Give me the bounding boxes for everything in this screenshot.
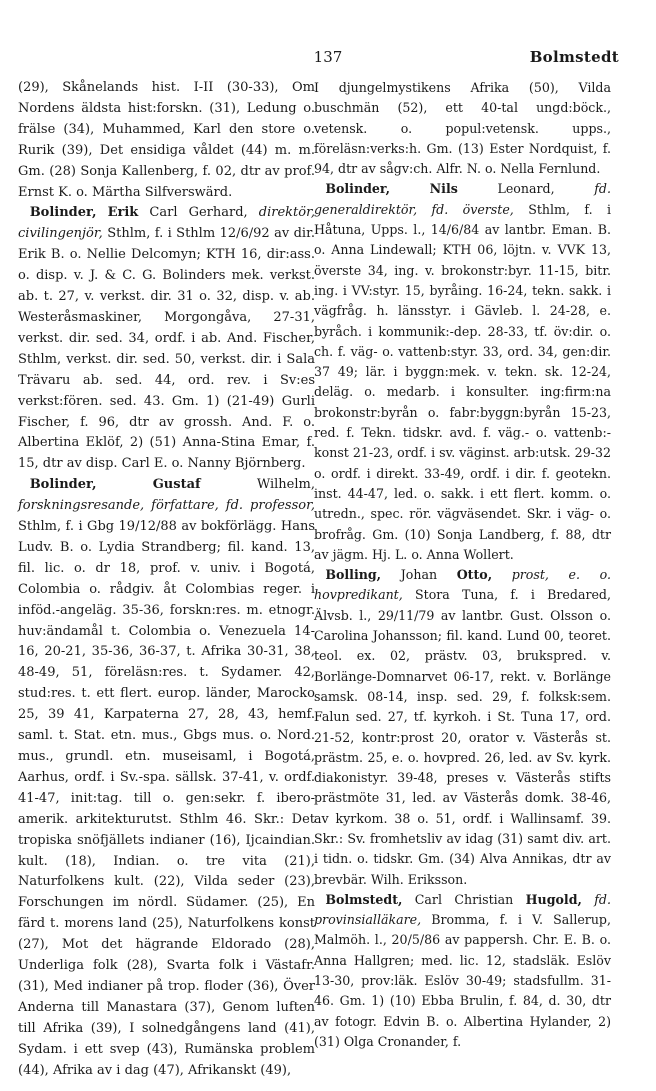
page-header: [0, 48, 656, 70]
entry-occupation: fd. provinsialläkare,: [314, 891, 611, 928]
entry-surname: Bolling,: [325, 567, 382, 583]
entry-body: Sthlm, f. i Gbg 19/12/88 av bokförlägg. Hans Ludv. B. o. Lydia Strandberg; fil. kand. 13, fil. lic. o. dr 18, prof. v. univ. i Bogotá, Colombia o. rådgiv. åt Colombias reger. i inföd.-angeläg. 35-36, forskn:res. m. etnogr. huv:ändamål t. Colombia o. Venezuela 14-16, 20-21, 35-36, 36-37, t. Afrika 30-31, 38, 48-49, 51, föreläsn:res. t. Sydamer. 42, stud:res. t. ett flert. europ. länder, Marocko 25, 39 41, Karpaterna 27, 28, 43, hemf. saml. t. Stat. etn. mus., Gbgs mus. o. Nord. mus., grundl. etn. museisaml, i Bogotá, Aarhus, ordf. i Sv.-spa. sällsk. 37-41, v. ordf. 41-47, init:tag. till o. gen:sekr. f. ibero-amerik. arkitekturutst. Sthlm 46. Skr.: Det tropiska snöfjällets indianer (16), Ijcaindian. kult. (18), Indian. o. tre vita (21), Naturfolkens kult. (22), Vilda seder (23), Forschungen im nördl. Südamer. (25), En färd t. morens land (25), Naturfolkens konst (27), Mot det hägrande Eldorado (28), Underliga folk (28), Svarta folk i Västafr. (31), Med indianer på trop. floder (36), Över Anderna till Manastara (37), Genom luften till Afrika (39), I solnedgångens land (41), Sydam. i ett svep (43), Rumänska problem (44), Afrika av i dag (47), Afrikanskt (49),: [18, 519, 315, 1078]
entry-occupation: fd. generaldirektör, fd. överste,: [314, 181, 611, 217]
entry-surname: Bolmstedt,: [325, 891, 403, 907]
entry-given-names: Leonard,: [497, 181, 555, 197]
entry-given-names: Carl Gerhard,: [149, 205, 248, 221]
continuation-text: [314, 78, 611, 179]
biography-entry: [314, 179, 611, 565]
entry-given-name: Nils: [429, 181, 458, 197]
biography-entry: [18, 203, 315, 475]
entry-given-names: Wilhelm,: [256, 477, 315, 493]
entry-occupation: direktör, civilingenjör,: [18, 205, 316, 242]
entry-given-names: Johan: [400, 567, 438, 583]
entry-given-name: Erik: [107, 205, 139, 221]
entry-body: I djungelmystikens Afrika (50), Vilda buschmän (52), ett 40-tal ungd:böck., vetensk. o. popul:vetensk. upps., föreläsn:verks:h. Gm. (13) Ester Nordquist, f. 94, dtr av sågv:ch. Alfr. N. o. Nella Fernlund.: [314, 80, 611, 177]
continuation-text: [18, 78, 315, 203]
entry-occupation: forskningsresande, författare, fd. professor,: [18, 498, 315, 514]
entry-occupation: prost, e. o. hovpredikant,: [314, 567, 611, 603]
left-column: [18, 78, 315, 1082]
running-head: Bolmstedt: [529, 48, 619, 66]
entry-given-name: Otto,: [456, 567, 493, 583]
entry-body: (29), Skånelands hist. I-II (30-33), Om Nordens äldsta hist:forskn. (31), Ledung o. frälse (34), Muhammed, Karl den store o. Rurik (39), Det ensidiga våldet (44) m. m. Gm. (28) Sonja Kallenberg, f. 02, dtr av prof. Ernst K. o. Märtha Silfverswärd.: [18, 80, 315, 200]
entry-body: Stora Tuna, f. i Bredared, Älvsb. l., 29/11/79 av lantbr. Gust. Olsson o. Carolina Johansson; fil. kand. Lund 00, teoret. teol. ex. 02, prästv. 03, brukspred. v. Borlänge-Domnarvet 06-17, rekt. v. Borlänge samsk. 08-14, insp. sed. 29, f. folksk:sem. Falun sed. 27, tf. kyrkoh. i St. Tuna 17, ord. 21-52, kontr:prost 20, orator v. Västerås st. prästm. 25, e. o. hovpred. 26, led. av Sv. kyrk. diakonistyr. 39-48, preses v. Västerås stifts prästmöte 31, led. av Västerås domk. 38-46, av kyrkom. 38 o. 51, ordf. i Wallinsamf. 39. Skr.: Sv. fromhetsliv av idag (31) samt div. art. i tidn. o. tidskr. Gm. (34) Alva Annikas, dtr av brevbär. Wilh. Eriksson.: [314, 587, 611, 887]
entry-surname: Bolinder,: [325, 181, 391, 197]
entry-given-name: Hugold,: [525, 891, 582, 907]
entry-given-name: Gustaf: [152, 477, 201, 493]
biography-entry: [314, 565, 611, 890]
entry-surname: Bolinder,: [29, 477, 97, 493]
page-number: 137: [313, 48, 343, 66]
biography-entry: [314, 890, 611, 1052]
entry-given-names: Carl Christian: [414, 891, 514, 907]
right-column: [314, 78, 611, 1052]
entry-body: Bromma, f. i V. Sallerup, Malmöh. l., 20/5/86 av pappersh. Chr. E. B. o. Anna Hallgren; med. lic. 12, stadsläk. Eslöv 13-30, prov:läk. Eslöv 30-49; stadsfullm. 31-46. Gm. 1) (10) Ebba Brulin, f. 84, d. 30, dtr av fotogr. Edvin B. o. Albertina Hylander, 2) (31) Olga Cronander, f.: [314, 912, 611, 1049]
entry-surname: Bolinder,: [29, 205, 97, 221]
entry-body: Sthlm, f. i Håtuna, Upps. l., 14/6/84 av lantbr. Eman. B. o. Anna Lindewall; KTH 06, löjtn. v. VVK 13, överste 34, ing. v. brokonstr:byr. 11-15, bitr. ing. i VV:styr. 15, byråing. 16-24, tekn. sakk. i vägfråg. h. länsstyr. i Gävleb. l. 24-28, e. byråch. i kommunik:-dep. 28-33, tf. öv:dir. o. ch. f. väg- o. vattenb:styr. 33, ord. 34, gen:dir. 37 49; lär. i byggn:mek. v. tekn. sk. 12-24, deläg. o. medarb. i konsulter. ing:firm:na brokonstr:byrån o. fabr:byggn:byrån 15-23, red. f. Tekn. tidskr. avd. f. väg.- o. vattenb:-konst 21-23, ordf. i sv. väginst. arb:utsk. 29-32 o. ordf. i direkt. 33-49, ordf. i dir. f. geotekn. inst. 44-47, led. o. sakk. i ett flert. komm. o. utredn., spec. rör. vägväsendet. Skr. i väg- o. brofråg. Gm. (10) Sonja Landberg, f. 88, dtr av jägm. Hj. L. o. Anna Wollert.: [314, 201, 611, 562]
biography-entry: [18, 475, 315, 1081]
entry-body: Sthlm, f. i Sthlm 12/6/92 av dir. Erik B. o. Nellie Delcomyn; KTH 16, dir:ass. o. disp. v. J. & C. G. Bolinders mek. verkst. ab. t. 27, v. verkst. dir. 31 o. 32, disp. v. ab. Westeråsmaskiner, Morgongåva, 27-31, verkst. dir. sed. 34, ordf. i ab. And. Fischer, Sthlm, verkst. dir. sed. 50, verkst. dir. i Sala Trävaru ab. sed. 44, ord. rev. i Sv:es verkst:fören. sed. 43. Gm. 1) (21-49) Gurli Fischer, f. 96, dtr av grossh. And. F. o. Albertina Eklöf, 2) (51) Anna-Stina Emar, f. 15, dtr av disp. Carl E. o. Nanny Björnberg.: [18, 226, 315, 472]
